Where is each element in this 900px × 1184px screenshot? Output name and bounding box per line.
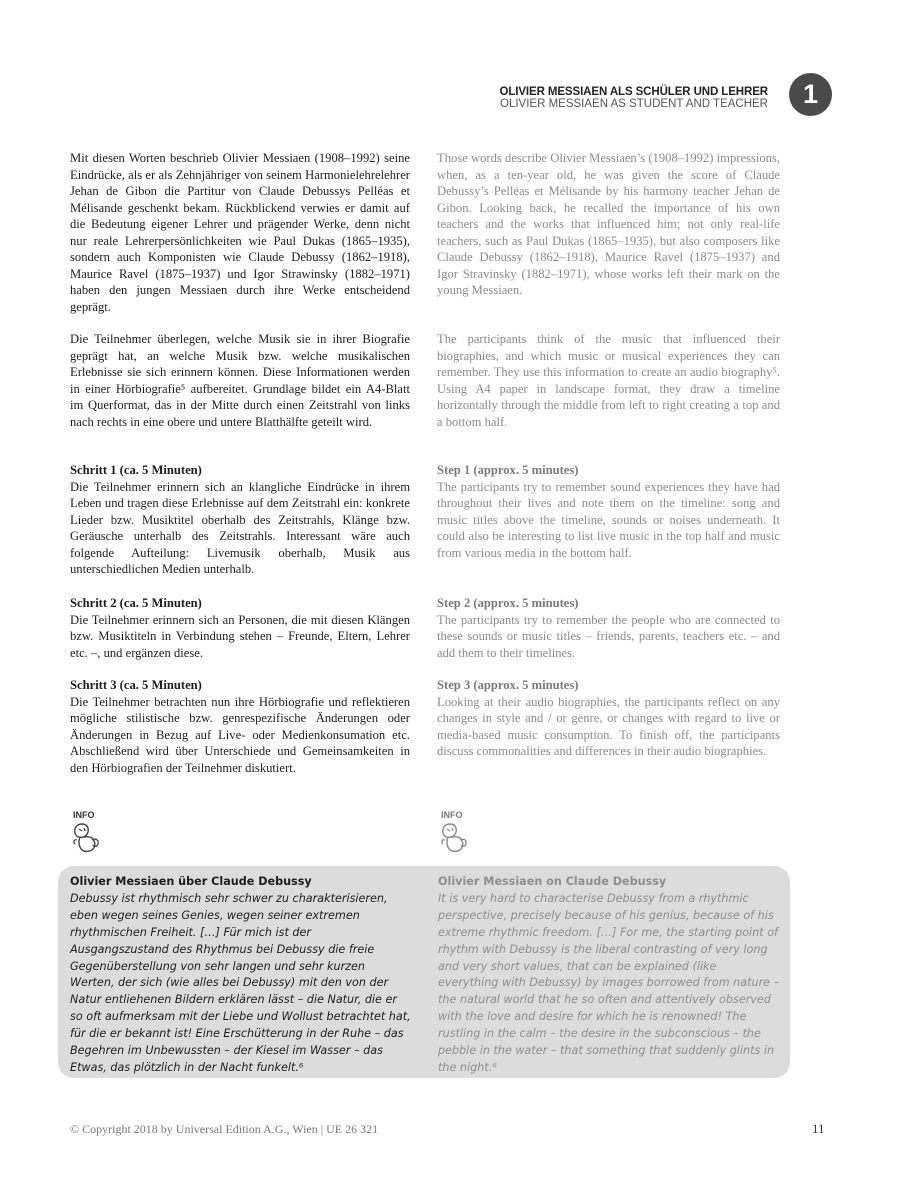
info-box-english	[438, 874, 780, 1077]
german-intro-text-2: Die Teilnehmer überlegen, welche Musik sie in ihrer Biografie geprägt hat, an welche Musik bzw. welche musikalischen Erlebnisse sie sich erinnern können. Diese Informationen werden in einer Hörbiografie⁵ aufbereitet. Grundlage bildet ein A4-Blatt im Querformat, das in der Mitte durch einen Zeitstrahl von links nach rechts in eine obere und untere Blatthälfte geteilt wird.	[70, 332, 410, 429]
german-step-3-text: Die Teilnehmer betrachten nun ihre Hörbiografie und reflektieren mögliche stilistische bzw. genrespezifische Änderungen oder Änderungen in Bezug auf Live- oder Medienkonsumation etc. Abschließend wird über Unterschiede und Gemeinsamkeiten in den Hörbiografien der Teilnehmer diskutiert.	[70, 694, 410, 775]
german-step-1	[70, 462, 410, 578]
info-label: INFO	[441, 810, 463, 820]
english-step-1	[437, 462, 780, 561]
english-step-3	[437, 677, 780, 760]
english-step-2-text: The participants try to remember the people who are connected to these sounds or music titles – friends, parents, teachers etc. – and add them to their timelines.	[437, 612, 780, 660]
english-intro-paragraph-1	[437, 150, 780, 299]
info-marker-en	[438, 810, 470, 859]
german-step-2-title: Schritt 2 (ca. 5 Minuten)	[70, 596, 202, 610]
chapter-badge: 1	[789, 73, 832, 116]
info-box-quote-de: Debussy ist rhythmisch sehr schwer zu charakterisieren, eben wegen seines Genies, wegen seiner extremen rhythmischen Freiheit. […] Für mich ist der Ausgangszustand des Rhythmus bei Debussy die freie Gegenüberstellung von sehr langen und sehr kurzen Werten, der sich (wie alles bei Debussy) mit den von der Natur entliehenen Bildern erklären lässt – die Natur, die er so oft aufmerksam mit der Liebe und Wollust betrachtet hat, für die er bekannt ist! Eine Erschütterung in der Ruhe – das Begehren im Unbewussten – der Kiesel im Wasser – das Etwas, das plötzlich in der Nacht funkelt.⁶	[70, 891, 411, 1074]
info-box-german	[70, 874, 412, 1077]
english-step-3-text: Looking at their audio biographies, the participants reflect on any changes in style and / or genre, or changes with regard to live or media-based music consumption. To finish off, the participants discuss commonalities and differences in their audio biographies.	[437, 694, 780, 759]
english-intro-text-2: The participants think of the music that influenced their biographies, and which music or musical experiences they can remember. They use this information to create an audio biography⁵. Using A4 paper in landscape format, they draw a timeline horizontally through the middle from left to right creating a top and a bottom half.	[437, 332, 780, 429]
german-step-1-title: Schritt 1 (ca. 5 Minuten)	[70, 463, 202, 477]
english-intro-text-1: Those words describe Olivier Messiaen’s (1908–1992) impressions, when, as a ten-year old, he was given the score of Claude Debussy’s Pelléas et Mélisande by his harmony teacher Jehan de Gibon. Looking back, he recalled the importance of his own teachers and the works that influenced him; not only real-life teachers, such as Paul Dukas (1865–1935), but also composers like Claude Debussy (1862–1918), Maurice Ravel (1875–1937) and Igor Stravinsky (1882–1971), whose works left their mark on the young Messiaen.	[437, 151, 780, 298]
german-step-2	[70, 595, 410, 661]
info-box-title-en: Olivier Messiaen on Claude Debussy	[438, 875, 667, 888]
info-marker-de	[70, 810, 102, 859]
english-step-2	[437, 595, 780, 661]
german-intro-text-1: Mit diesen Worten beschrieb Olivier Messiaen (1908–1992) seine Eindrücke, als er als Zehnjähriger von seinem Harmonielehrelehrer Jehan de Gibon die Partitur von Claude Debussys Pelléas et Mélisande geschenkt bekam. Rückblickend verwies er damit auf die Bedeutung eigener Lehrer und prägender Werke, denn nicht nur reale Lehrerpersönlichkeiten wie Paul Dukas (1865–1935), sondern auch Komponisten wie Claude Debussy (1862–1918), Maurice Ravel (1875–1937) und Igor Strawinsky (1882–1971) haben den jungen Messiaen durch ihre Werke entscheidend geprägt.	[70, 151, 410, 314]
page-number: 11	[812, 1121, 825, 1136]
german-step-3	[70, 677, 410, 776]
german-step-2-text: Die Teilnehmer erinnern sich an Personen, die mit diesen Klängen bzw. Musiktiteln in Verbindung stehen – Freunde, Eltern, Lehrer etc. –, und ergänzen diese.	[70, 612, 410, 660]
header-title-en: OLIVIER MESSIAEN AS STUDENT AND TEACHER	[500, 98, 768, 110]
info-box-quote-en: It is very hard to characterise Debussy from a rhythmic perspective, precisely because of his genius, because of his extreme rhythmic freedom. […] For me, the starting point of rhythm with Debussy is the liberal contrasting of very long and very short values, that can be explained (like everything with Debussy) by images borrowed from nature – the natural world that he so often and attentively observed with the love and desire for which he is renowned! The rustling in the calm – the desire in the subconscious – the pebble in the water – that something that suddenly glints in the night.⁶	[438, 891, 780, 1074]
german-intro-paragraph-1	[70, 150, 410, 315]
copyright-footer: © Copyright 2018 by Universal Edition A.G., Wien | UE 26 321	[70, 1122, 379, 1136]
english-step-2-title: Step 2 (approx. 5 minutes)	[437, 596, 579, 610]
english-step-3-title: Step 3 (approx. 5 minutes)	[437, 678, 579, 692]
info-mascot-icon	[70, 820, 102, 854]
english-step-1-title: Step 1 (approx. 5 minutes)	[437, 463, 579, 477]
header-title-de: OLIVIER MESSIAEN ALS SCHÜLER UND LEHRER	[499, 86, 768, 98]
german-intro-paragraph-2	[70, 331, 410, 430]
german-step-1-text: Die Teilnehmer erinnern sich an klangliche Eindrücke in ihrem Leben und tragen diese Erlebnisse auf dem Zeitstrahl ein: konkrete Lieder bzw. Musiktitel oberhalb des Zeitstrahls, Klänge bzw. Geräusche unterhalb des Zeitstrahls. Interessant wäre auch folgende Aufteilung: Livemusik oberhalb, Musik aus unterschiedlichen Medien unterhalb.	[70, 479, 410, 577]
german-step-3-title: Schritt 3 (ca. 5 Minuten)	[70, 678, 202, 692]
info-box-title-de: Olivier Messiaen über Claude Debussy	[70, 875, 312, 888]
english-step-1-text: The participants try to remember sound experiences they have had throughout their lives and note them on the timeline: song and music titles above the timeline, sounds or noises underneath. It could also be interesting to list live music in the top half and music from various media in the bottom half.	[437, 479, 780, 560]
english-intro-paragraph-2	[437, 331, 780, 430]
info-mascot-icon	[438, 820, 470, 854]
info-label: INFO	[73, 810, 95, 820]
